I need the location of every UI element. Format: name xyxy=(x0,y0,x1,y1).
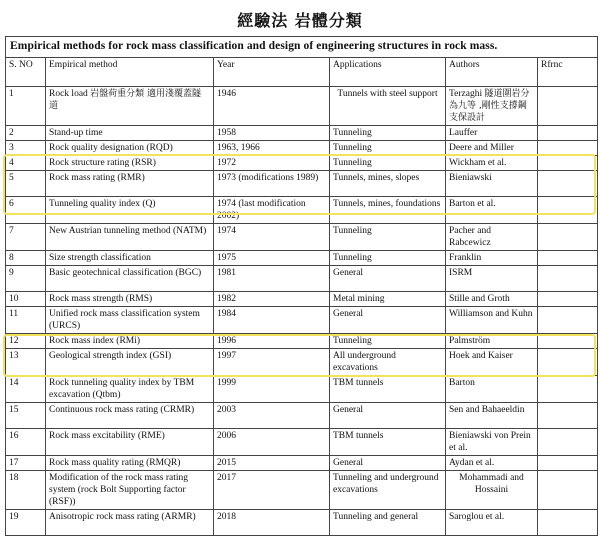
header-sno: S. NO xyxy=(6,58,46,87)
cell-applications xyxy=(330,471,446,510)
cell-sno xyxy=(6,349,46,376)
cell-authors-text: Bieniawski von Prein et al. xyxy=(449,431,531,453)
cell-rfrnc xyxy=(538,307,598,334)
page-title: 經驗法 岩體分類 xyxy=(237,11,363,30)
cell-year-text: 1982 xyxy=(217,294,236,304)
cell-applications xyxy=(330,429,446,456)
cell-sno xyxy=(6,471,46,510)
cell-year xyxy=(214,292,330,307)
cell-authors xyxy=(446,334,538,349)
cell-year xyxy=(214,510,330,536)
cell-applications xyxy=(330,251,446,266)
cell-method-text: Rock structure rating (RSR) xyxy=(49,158,156,168)
cell-authors xyxy=(446,403,538,429)
cell-method-text: Anisotropic rock mass rating (ARMR) xyxy=(49,512,196,522)
cell-applications xyxy=(330,510,446,536)
cell-authors-text: Lauffer xyxy=(449,128,478,138)
cell-authors xyxy=(446,456,538,471)
cell-year-text: 1975 xyxy=(217,253,236,263)
cell-year-text: 1972 xyxy=(217,158,236,168)
table-row xyxy=(6,87,598,126)
cell-applications-text: Tunnels, mines, foundations xyxy=(333,199,441,209)
cell-applications-text: Tunneling xyxy=(333,158,372,168)
table-row xyxy=(6,266,598,292)
cell-sno xyxy=(6,510,46,536)
cell-method xyxy=(46,197,214,224)
cell-method-text: Geological strength index (GSI) xyxy=(49,351,172,361)
cell-authors-text: Terzaghi xyxy=(449,89,483,99)
cell-applications-text: TBM tunnels xyxy=(333,431,384,441)
cell-method xyxy=(46,251,214,266)
cell-sno-text: 3 xyxy=(9,143,14,153)
cell-applications-text: All underground excavations xyxy=(333,351,396,373)
cell-sno-text: 7 xyxy=(9,226,14,236)
cell-year-text: 1974 (last modification 2002) xyxy=(217,199,306,221)
cell-year xyxy=(214,429,330,456)
header-rfrnc: Rfrnc xyxy=(538,58,598,87)
cell-method xyxy=(46,403,214,429)
cell-method xyxy=(46,224,214,251)
cell-sno xyxy=(6,141,46,156)
cell-sno xyxy=(6,403,46,429)
cell-authors xyxy=(446,87,538,126)
cell-authors xyxy=(446,171,538,197)
cell-rfrnc xyxy=(538,251,598,266)
cell-sno xyxy=(6,251,46,266)
cell-sno xyxy=(6,171,46,197)
cell-authors-text: Franklin xyxy=(449,253,482,263)
cell-authors-text: Stille and Groth xyxy=(449,294,510,304)
cell-year xyxy=(214,251,330,266)
cell-authors-text: Williamson and Kuhn xyxy=(449,309,533,319)
table-row xyxy=(6,251,598,266)
cell-year-text: 2003 xyxy=(217,405,236,415)
cell-year xyxy=(214,141,330,156)
cell-year-text: 1999 xyxy=(217,378,236,388)
cell-method-text: Rock mass strength (RMS) xyxy=(49,294,153,304)
cell-sno-text: 13 xyxy=(9,351,19,361)
cell-method xyxy=(46,429,214,456)
table-row xyxy=(6,307,598,334)
cell-method xyxy=(46,171,214,197)
cell-applications-text: Tunnels, mines, slopes xyxy=(333,173,420,183)
cell-year-text: 1946 xyxy=(217,89,236,99)
cell-rfrnc xyxy=(538,141,598,156)
cell-method-text: Modification of the rock mass rating system (rock Bolt Supporting factor (RSF)) xyxy=(49,473,189,507)
cell-applications-text: General xyxy=(333,458,364,468)
cell-year-text: 1984 xyxy=(217,309,236,319)
cell-authors xyxy=(446,224,538,251)
header-method: Empirical method xyxy=(46,58,214,87)
cell-year xyxy=(214,156,330,171)
cell-rfrnc xyxy=(538,403,598,429)
cell-sno-text: 5 xyxy=(9,173,14,183)
cell-applications xyxy=(330,171,446,197)
cell-applications-text: Tunneling and general xyxy=(333,512,419,522)
cell-rfrnc xyxy=(538,197,598,224)
cell-applications-text: Metal mining xyxy=(333,294,385,304)
cell-method xyxy=(46,349,214,376)
cell-rfrnc xyxy=(538,156,598,171)
cell-year-text: 1996 xyxy=(217,336,236,346)
cell-applications-text: TBM tunnels xyxy=(333,378,384,388)
table-row xyxy=(6,349,598,376)
cell-year-text: 2006 xyxy=(217,431,236,441)
cell-applications-text: General xyxy=(333,268,364,278)
cell-authors xyxy=(446,429,538,456)
cell-method-text: Rock mass index (RMi) xyxy=(49,336,141,346)
cell-applications-text: Tunneling and underground excavations xyxy=(333,473,439,495)
cell-applications xyxy=(330,334,446,349)
cell-authors-text: Pacher and Rabcewicz xyxy=(449,226,491,248)
cell-year xyxy=(214,334,330,349)
cell-applications-text: Tunneling xyxy=(333,128,372,138)
cell-sno-text: 1 xyxy=(9,89,14,99)
cell-applications xyxy=(330,456,446,471)
cell-method xyxy=(46,126,214,141)
cell-applications-text: Tunneling xyxy=(333,253,372,263)
cell-method-text: Rock mass excitability (RME) xyxy=(49,431,165,441)
cell-authors xyxy=(446,349,538,376)
cell-sno-text: 9 xyxy=(9,268,14,278)
cell-applications-text: Tunnels with steel support xyxy=(337,89,438,99)
table-row xyxy=(6,292,598,307)
cell-sno xyxy=(6,376,46,403)
cell-year-text: 1963, 1966 xyxy=(217,143,260,153)
cell-sno xyxy=(6,224,46,251)
cell-sno xyxy=(6,266,46,292)
cell-method-text: Rock load xyxy=(49,89,88,99)
cell-rfrnc xyxy=(538,349,598,376)
cell-sno xyxy=(6,126,46,141)
cell-rfrnc xyxy=(538,510,598,536)
cell-method xyxy=(46,87,214,126)
cell-applications xyxy=(330,224,446,251)
table-row xyxy=(6,471,598,510)
cell-sno-text: 16 xyxy=(9,431,19,441)
cell-applications xyxy=(330,349,446,376)
cell-sno xyxy=(6,156,46,171)
cell-applications xyxy=(330,126,446,141)
cell-method xyxy=(46,156,214,171)
cell-authors xyxy=(446,292,538,307)
cell-method-text: Stand-up time xyxy=(49,128,103,138)
cell-applications xyxy=(330,197,446,224)
cell-authors xyxy=(446,471,538,510)
cell-authors-text: Deere and Miller xyxy=(449,143,514,153)
cell-applications xyxy=(330,141,446,156)
cell-applications xyxy=(330,403,446,429)
cell-year xyxy=(214,307,330,334)
table-row xyxy=(6,224,598,251)
cell-sno xyxy=(6,456,46,471)
cell-method-text: New Austrian tunneling method (NATM) xyxy=(49,226,207,236)
cell-applications xyxy=(330,266,446,292)
cell-rfrnc xyxy=(538,334,598,349)
cell-applications xyxy=(330,376,446,403)
table-body xyxy=(6,87,598,536)
cell-year-text: 1981 xyxy=(217,268,236,278)
cell-year xyxy=(214,403,330,429)
cell-rfrnc xyxy=(538,126,598,141)
cell-year-text: 1974 xyxy=(217,226,236,236)
cell-method-text: Tunneling quality index (Q) xyxy=(49,199,156,209)
cell-authors-text: Palmström xyxy=(449,336,491,346)
cell-applications-text: Tunneling xyxy=(333,336,372,346)
cell-rfrnc xyxy=(538,456,598,471)
cell-year-text: 1958 xyxy=(217,128,236,138)
cell-year xyxy=(214,349,330,376)
cell-sno-text: 17 xyxy=(9,458,19,468)
cell-rfrnc xyxy=(538,471,598,510)
cell-rfrnc xyxy=(538,376,598,403)
cell-authors-text: Wickham et al. xyxy=(449,158,507,168)
cell-sno-text: 12 xyxy=(9,336,19,346)
cell-sno xyxy=(6,429,46,456)
cell-method-text: Basic geotechnical classification (BGC) xyxy=(49,268,202,278)
cell-method-text: Rock quality designation (RQD) xyxy=(49,143,173,153)
cell-method-text: Rock mass rating (RMR) xyxy=(49,173,145,183)
cell-year xyxy=(214,126,330,141)
cell-authors-text: Aydan et al. xyxy=(449,458,495,468)
cell-authors-text: Bieniawski xyxy=(449,173,492,183)
cell-method xyxy=(46,292,214,307)
cell-authors xyxy=(446,510,538,536)
cell-authors xyxy=(446,307,538,334)
cell-year-text: 2018 xyxy=(217,512,236,522)
cell-method xyxy=(46,141,214,156)
cell-sno xyxy=(6,307,46,334)
cell-year xyxy=(214,471,330,510)
cell-rfrnc xyxy=(538,266,598,292)
header-applications: Applications xyxy=(330,58,446,87)
cell-applications-text: Tunneling xyxy=(333,143,372,153)
table-row xyxy=(6,510,598,536)
header-year: Year xyxy=(214,58,330,87)
cell-method xyxy=(46,471,214,510)
table-row xyxy=(6,403,598,429)
table-row xyxy=(6,429,598,456)
cell-sno xyxy=(6,197,46,224)
cell-sno xyxy=(6,87,46,126)
cell-rfrnc xyxy=(538,171,598,197)
cell-authors xyxy=(446,251,538,266)
cell-authors-text: Saroglou et al. xyxy=(449,512,505,522)
cell-year xyxy=(214,224,330,251)
cell-method-text: Continuous rock mass rating (CRMR) xyxy=(49,405,195,415)
cell-sno-text: 15 xyxy=(9,405,19,415)
cell-authors xyxy=(446,376,538,403)
cell-sno-text: 4 xyxy=(9,158,14,168)
cell-applications-text: General xyxy=(333,309,364,319)
cell-authors xyxy=(446,197,538,224)
cell-rfrnc xyxy=(538,87,598,126)
cell-applications xyxy=(330,87,446,126)
table-row xyxy=(6,156,598,171)
classification-table xyxy=(5,36,598,536)
cell-sno-text: 2 xyxy=(9,128,14,138)
cell-year-text: 1997 xyxy=(217,351,236,361)
cell-rfrnc xyxy=(538,224,598,251)
cell-method-note: 岩盤荷重分類 適用淺覆蓋隧道 xyxy=(49,89,202,111)
cell-year xyxy=(214,266,330,292)
cell-method-text: Unified rock mass classification system (URCS) xyxy=(49,309,200,331)
cell-sno-text: 6 xyxy=(9,199,14,209)
cell-year-text: 2017 xyxy=(217,473,236,483)
cell-authors-text: Sen and Bahaeeldin xyxy=(449,405,525,415)
cell-applications xyxy=(330,156,446,171)
cell-method xyxy=(46,334,214,349)
cell-applications-text: Tunneling xyxy=(333,226,372,236)
cell-year xyxy=(214,197,330,224)
cell-year-text: 2015 xyxy=(217,458,236,468)
cell-method xyxy=(46,307,214,334)
cell-authors-text: Barton xyxy=(449,378,475,388)
cell-year xyxy=(214,456,330,471)
cell-authors xyxy=(446,126,538,141)
table-row xyxy=(6,456,598,471)
cell-sno xyxy=(6,334,46,349)
table-row xyxy=(6,126,598,141)
cell-rfrnc xyxy=(538,429,598,456)
cell-method-text: Size strength classification xyxy=(49,253,151,263)
cell-sno-text: 18 xyxy=(9,473,19,483)
cell-sno-text: 19 xyxy=(9,512,19,522)
cell-method xyxy=(46,510,214,536)
cell-authors-text: Hoek and Kaiser xyxy=(449,351,513,361)
table-row xyxy=(6,197,598,224)
cell-authors xyxy=(446,141,538,156)
table-caption: Empirical methods for rock mass classification and design of engineering structures in rock mass. xyxy=(6,37,598,58)
header-authors: Authors xyxy=(446,58,538,87)
cell-authors-text: Barton et al. xyxy=(449,199,496,209)
cell-sno-text: 8 xyxy=(9,253,14,263)
table-row xyxy=(6,141,598,156)
cell-applications xyxy=(330,292,446,307)
cell-authors-text: ISRM xyxy=(449,268,473,278)
cell-method-text: Rock mass quality rating (RMQR) xyxy=(49,458,181,468)
table-row xyxy=(6,171,598,197)
cell-applications xyxy=(330,307,446,334)
cell-authors-text: Mohammadi and Hossaini xyxy=(459,473,524,495)
cell-sno xyxy=(6,292,46,307)
cell-year xyxy=(214,87,330,126)
cell-rfrnc xyxy=(538,292,598,307)
cell-year-text: 1973 (modifications 1989) xyxy=(217,173,319,183)
cell-year xyxy=(214,376,330,403)
cell-authors xyxy=(446,266,538,292)
cell-method xyxy=(46,456,214,471)
cell-year xyxy=(214,171,330,197)
cell-applications-text: General xyxy=(333,405,364,415)
cell-authors-note: 隧道圍岩分為九等 ,剛性支撐鋼支保設計 xyxy=(449,89,530,123)
cell-sno-text: 14 xyxy=(9,378,19,388)
cell-method xyxy=(46,376,214,403)
cell-method xyxy=(46,266,214,292)
cell-sno-text: 11 xyxy=(9,309,19,319)
cell-sno-text: 10 xyxy=(9,294,19,304)
table-row xyxy=(6,334,598,349)
cell-method-text: Rock tunneling quality index by TBM excavation (Qtbm) xyxy=(49,378,195,400)
cell-authors xyxy=(446,156,538,171)
table-row xyxy=(6,376,598,403)
